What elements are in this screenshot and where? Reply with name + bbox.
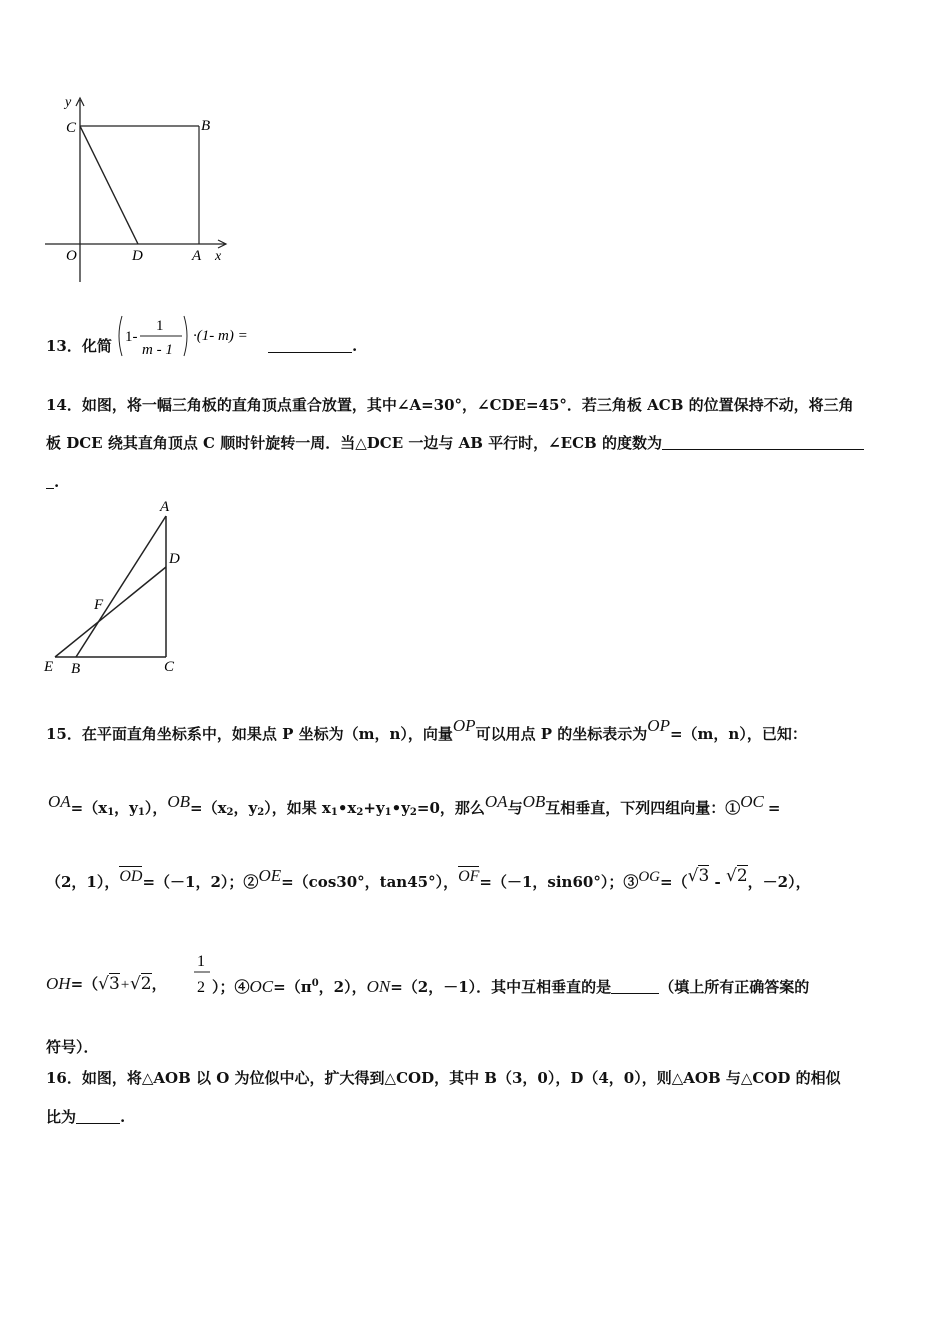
vector-op-2: OP <box>647 716 670 735</box>
q15-line1: 15．在平面直角坐标系中，如果点 P 坐标为（m，n），向量OP可以用点 P 的坐标表示为OP=（m，n），已知： <box>46 716 807 743</box>
label-b: B <box>71 661 81 677</box>
label-d: D <box>132 248 143 264</box>
label-a: A <box>160 499 170 515</box>
svg-text:2: 2 <box>197 979 205 996</box>
q16-answer-blank[interactable] <box>76 1109 120 1124</box>
fraction-one-half <box>190 948 214 998</box>
vector-oh: OH <box>46 974 71 993</box>
vector-oc-2: OC <box>249 977 274 996</box>
vector-oe: OE <box>258 866 282 885</box>
vector-oa-2: OA <box>484 792 508 811</box>
vector-oc: OC <box>740 792 764 811</box>
q13-one: 1- <box>125 329 138 345</box>
label-a: A <box>192 248 202 264</box>
label-f: F <box>94 597 104 613</box>
q15-answer-blank[interactable] <box>611 979 659 994</box>
q14-line1: 14．如图，将一幅三角板的直角顶点重合放置，其中∠A=30°，∠CDE=45°．若三角板 ACB 的位置保持不动，将三角 <box>46 396 854 414</box>
segment-ed <box>55 567 166 657</box>
q13-answer-line[interactable]: . <box>268 336 357 356</box>
segment-ab <box>76 516 166 657</box>
q15-line5: 符号）． <box>46 1038 99 1056</box>
q16-line1: 16．如图，将△AOB 以 O 为位似中心，扩大得到△COD，其中 B（3，0），D（4，0），则△AOB 与△COD 的相似 <box>46 1069 841 1087</box>
vector-og: OG <box>638 869 661 885</box>
vector-oa: OA <box>48 792 71 811</box>
label-c: C <box>164 659 175 675</box>
vector-of: OF <box>458 868 480 885</box>
q13-times: ·(1- m) = <box>193 328 248 344</box>
label-e: E <box>44 659 54 675</box>
label-c: C <box>66 120 77 136</box>
q15-line2: $OA=(x_1$，$y_1$），$OB=(x_2$，$y_2$），如果 $x_1•x_2+y_1•y_2=0$，那么OA与OB互相垂直，下列四组向量：①OC = <box>48 792 781 818</box>
q15-line4: OH=（√3+√2， <box>46 974 167 994</box>
sqrt-2: 2 <box>736 866 748 886</box>
label-d: D <box>169 551 180 567</box>
vector-op: OP <box>452 716 476 735</box>
triangle-figure <box>40 495 200 685</box>
label-o: O <box>66 248 77 264</box>
label-y: y <box>65 95 72 110</box>
q13-label: 13．化简 <box>46 337 112 355</box>
q13-numerator: 1 <box>156 318 164 334</box>
segment-cd <box>80 126 138 244</box>
q16-line2: 比为 . <box>46 1108 126 1126</box>
sqrt-3: 3 <box>698 866 710 886</box>
q13-expression <box>114 312 274 362</box>
q15-line3: （2，1），OD=（－1，2）；②OE=（cos30°，tan45°），OF=（－1，sin60°）；③OG=（√3 - √2，－2）， <box>46 866 811 891</box>
vector-od: OD <box>119 868 143 885</box>
q13-denominator: m - 1 <box>142 342 173 358</box>
label-x: x <box>215 249 222 264</box>
svg-text:1: 1 <box>197 953 205 970</box>
q14-line2: 板 DCE 绕其直角顶点 C 顺时针旋转一周．当△DCE 一边与 AB 平行时，∠ECB 的度数为 <box>46 433 864 453</box>
coordinate-figure <box>40 92 240 287</box>
q14-line3: . <box>46 472 59 492</box>
q15-line4b: ）；$④OC=(\pi^0$，2），ON=（2，－1）．其中互相垂直的是 （填上所有正确答案的 <box>212 977 810 996</box>
vector-ob-2: OB <box>522 792 546 811</box>
label-b: B <box>201 118 211 134</box>
q14-answer-blank[interactable] <box>662 435 864 450</box>
vector-ob: OB <box>167 792 191 811</box>
vector-on: ON <box>366 977 391 996</box>
